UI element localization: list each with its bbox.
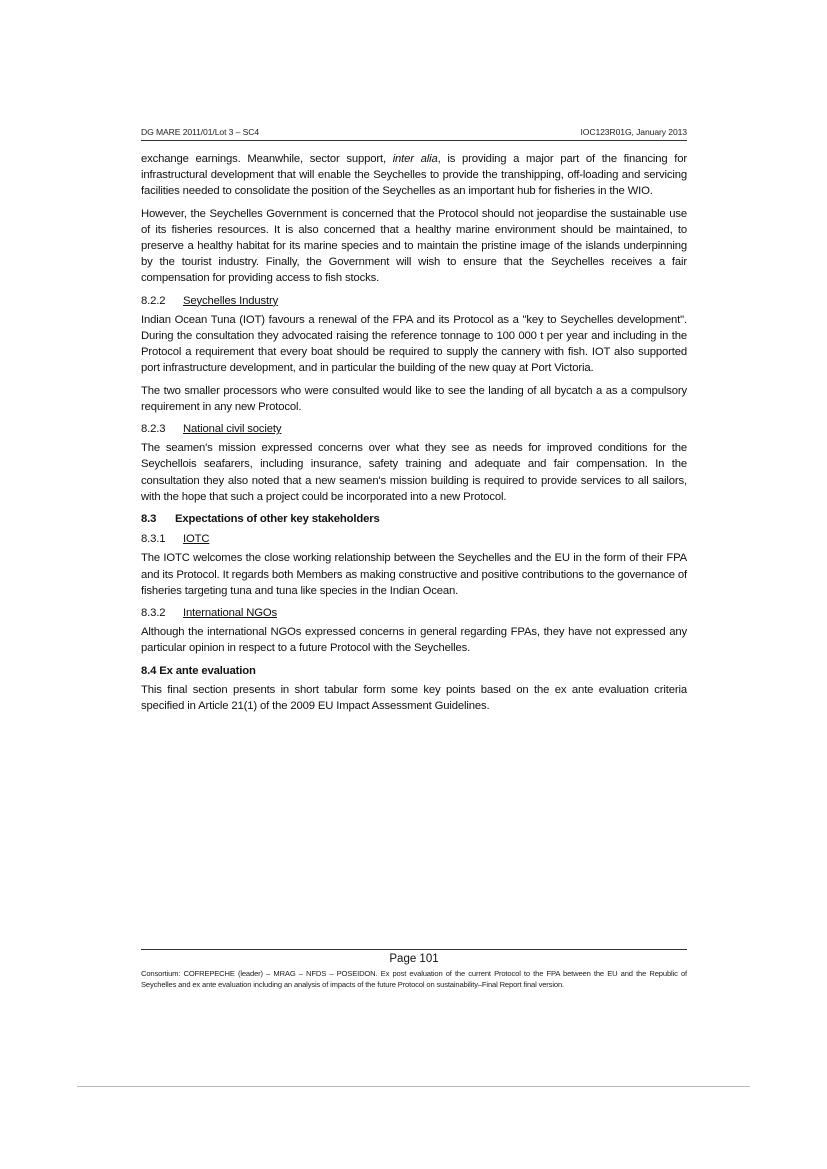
page-number: Page 101 xyxy=(389,953,439,965)
paragraph: The IOTC welcomes the close working relationship between the Seychelles and the EU in the form of their FPA and its Protocol. It regards both Members as making constructive and positive contributions to the governance of fisheries targeting tuna and tuna like species in the Indian Ocean. xyxy=(141,552,687,597)
section-heading: 8.4 Ex ante evaluation xyxy=(141,664,256,677)
paragraph: Indian Ocean Tuna (IOT) favours a renewal of the FPA and its Protocol as a "key to Seychelles development". During the consultation they advocated raising the reference tonnage to 100 000 t per year and including in the Protocol a requirement that every boat should be required to supply the cannery with fish. IOT also supported port infrastructure development, and in particular the building of the new quay at Port Victoria. xyxy=(141,313,687,375)
page-divider xyxy=(77,1086,750,1087)
paragraph: This final section presents in short tabular form some key points based on the ex ante evaluation criteria specified in Article 21(1) of the 2009 EU Impact Assessment Guidelines. xyxy=(141,683,687,713)
section-heading xyxy=(141,511,687,527)
subsection-heading xyxy=(141,421,687,437)
body-text xyxy=(141,151,687,720)
paragraph: The seamen's mission expressed concerns over what they see as needs for improved conditions for the Seychellois seafarers, including insurance, safety training and adequate and fair compensation. In the consultation they also noted that a new seamen's mission building is required to provide services to all sailors, with the hope that such a project could be incorporated into a new Protocol. xyxy=(141,442,687,503)
section-number: 8.3 xyxy=(141,513,157,526)
subsection-heading xyxy=(141,293,687,309)
paragraph: Although the international NGOs expressed concerns in general regarding FPAs, they have not expressed any particular opinion in respect to a future Protocol with the Seychelles. xyxy=(141,626,687,655)
subsection-heading xyxy=(141,531,687,547)
running-header xyxy=(141,127,687,137)
section-number: 8.3.2 xyxy=(141,607,166,620)
subsection-heading xyxy=(141,605,687,621)
section-number: 8.2.3 xyxy=(141,423,166,436)
section-title: Seychelles Industry xyxy=(183,294,279,307)
section-number: 8.3.1 xyxy=(141,533,166,546)
paragraph: The two smaller processors who were consulted would like to see the landing of all bycatch a as a compulsory requirement in any new Protocol. xyxy=(141,384,687,413)
section-title: National civil society xyxy=(183,423,282,436)
section-title: IOTC xyxy=(183,533,210,546)
section-title: International NGOs xyxy=(183,607,277,620)
section-number: 8.2.2 xyxy=(141,294,166,307)
header-rule xyxy=(141,140,687,141)
paragraph xyxy=(141,151,687,200)
footer-consortium-note: Consortium: COFREPECHE (leader) – MRAG – NFDS – POSEIDON. Ex post evaluation of the current Protocol to the FPA between the EU and the Republic of Seychelles and ex ante evaluation including an analysis of impacts of the future Protocol on sustainability–Final Report final version. xyxy=(141,969,687,989)
paragraph-text: , is providing a major part of the financing for infrastructural development that will enable the Seychelles to provide the transhipping, off-loading and servicing facilities needed to consolidate the position of the Seychelles as an important hub for fisheries in the WIO. xyxy=(141,153,688,198)
header-right: IOC123R01G, January 2013 xyxy=(580,127,687,137)
footer-rule xyxy=(141,949,687,950)
emphasis-text: inter alia xyxy=(392,153,438,165)
paragraph: However, the Seychelles Government is concerned that the Protocol should not jeopardise the sustainable use of its fisheries resources. It is also concerned that a healthy marine environment should be maintained, to preserve a healthy habitat for its marine species and to maintain the pristine image of the islands underpinning by the tourist industry. Finally, the Government will wish to ensure that the Seychelles receives a fair compensation for providing access to fish stocks. xyxy=(141,207,687,285)
header-left: DG MARE 2011/01/Lot 3 – SC4 xyxy=(141,127,259,137)
section-title: Expectations of other key stakeholders xyxy=(175,513,380,526)
paragraph-text: exchange earnings. Meanwhile, sector support, xyxy=(141,153,393,165)
